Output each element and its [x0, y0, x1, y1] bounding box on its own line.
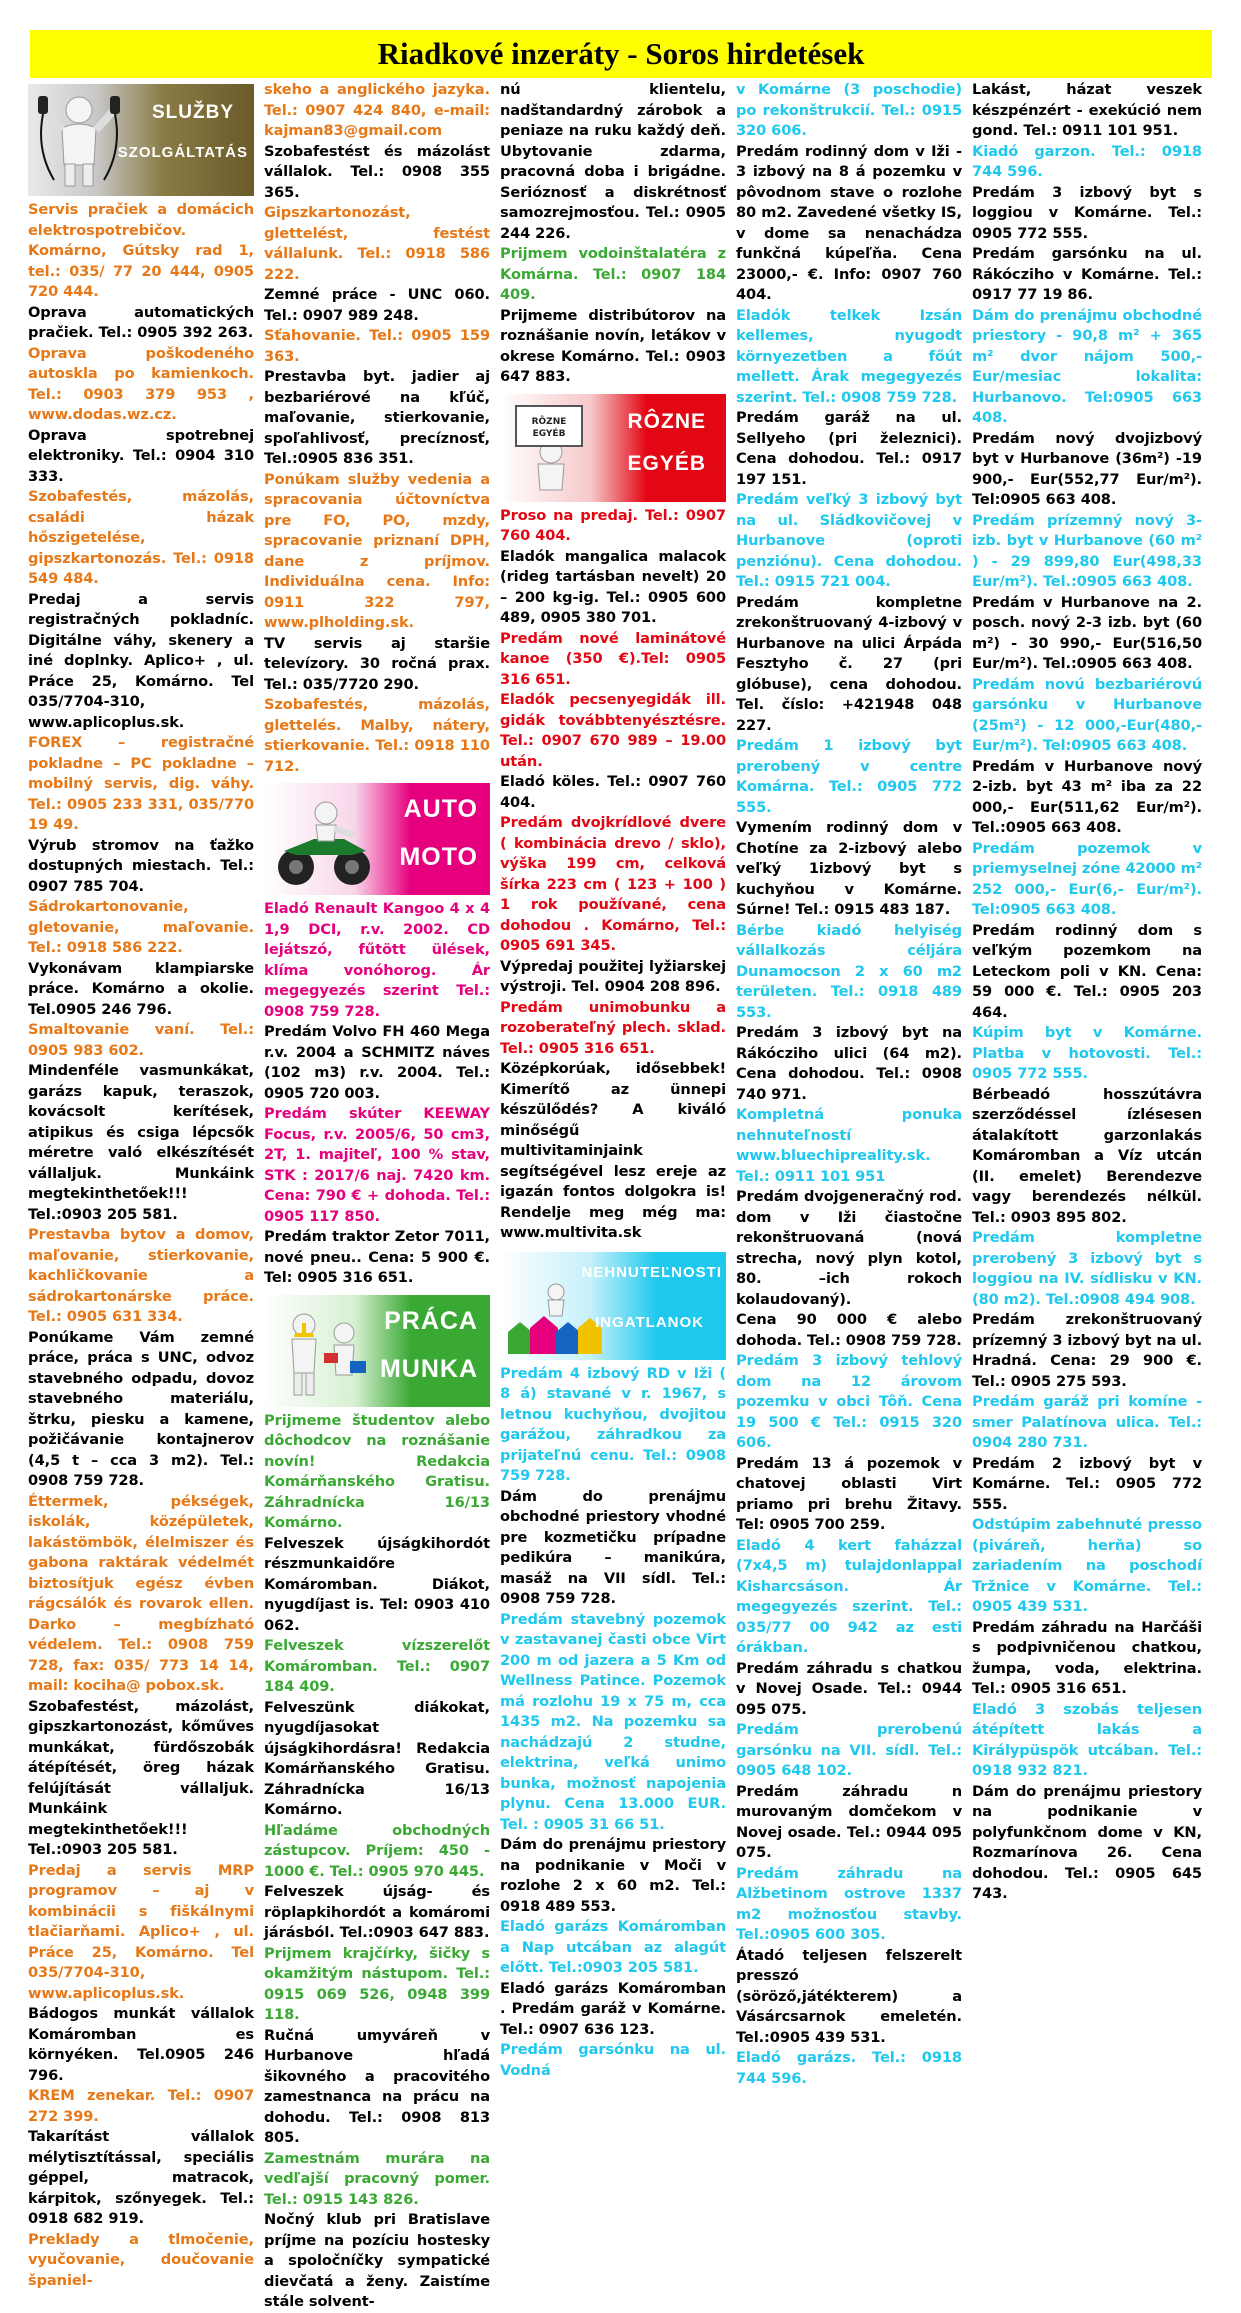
classified-ad: v Komárne (3 poschodie) po rekonštrukcií. Tel.: 0915 320 606.: [736, 81, 962, 139]
classified-ad: Kúpim byt v Komárne. Platba v hotovosti. Tel.: 0905 772 555.: [972, 1024, 1202, 1082]
classified-ad: Eladó garázs Komáromban . Predám garáž v Komárne. Tel.: 0907 636 123.: [500, 1979, 726, 2038]
classified-ad: Oprava spotrebnej elektroniky. Tel.: 0904 310 333.: [28, 426, 254, 485]
classified-ad: Predám veľký 3 izbový byt na ul. Sládkovičovej v Hurbanove (oproti penziónu). Cena dohodou. Tel.: 0915 721 004.: [736, 491, 962, 590]
column-5: [972, 80, 1203, 1902]
classified-ad: Odstúpim zabehnuté presso (piváreň, herňa) so zariadením na poschodí Tržnice v Komárne. Tel.: 0905 439 531.: [972, 1516, 1202, 1615]
classified-ad: Predám prízemný nový 3-izb. byt v Hurbanove (60 m² ) - 29 899,80 Eur(498,33 Eur/m²). Tel.:0905 663 408.: [972, 511, 1202, 590]
banner-rozne: [500, 394, 726, 502]
classified-ad: Felveszek vízszerelőt Komáromban. Tel.: 0907 184 409.: [264, 1637, 490, 1695]
classified-ad: Dám do prenájmu priestory na podnikanie v polyfunkčnom dome v KN, Rozmarínova 26. Cena dohodou. Tel.: 0905 645 743.: [972, 1782, 1202, 1902]
classified-ad: Predám garáž na ul. Sellyeho (pri železnici). Cena dohodou. Tel.: 0917 197 151.: [736, 409, 962, 488]
workers-icon: [274, 1303, 374, 1401]
banner-praca-line1: PRÁCA: [384, 1306, 478, 1335]
classified-ad: Výrub stromov na ťažko dostupných miestach. Tel.: 0907 785 704.: [28, 836, 254, 895]
person-phones-icon: [34, 90, 124, 190]
classified-ad: Prijmeme študentov alebo dôchodcov na roznášanie novín! Redakcia Komárňanského Gratisu. Záhradnícka 16/13 Komárno.: [264, 1411, 490, 1531]
classified-ad: Hľadáme obchodných zástupcov. Príjem: 450 - 1000 €. Tel.: 0905 970 445.: [264, 1821, 490, 1880]
classified-ad: Predaj a servis MRP programov – aj v kombinácii s fiškálnymi tlačiarňami. Aplico+ , ul. Práce 25, Komárno. Tel 035/7704-310, www.aplicoplus.sk.: [28, 1861, 254, 2002]
banner-nehnutelnosti: [500, 1252, 726, 1360]
classified-ad: Predám 3 izbový byt s loggiou v Komárne. Tel.: 0905 772 555.: [972, 183, 1202, 242]
classified-ad: Predám v Hurbanove na 2. posch. nový 2-3 izb. byt (60 m²) - 30 990,- Eur(516,50 Eur/m²). Tel.:0905 663 408.: [972, 593, 1202, 672]
banner-sluzby-line1: SLUŽBY: [152, 102, 234, 123]
classified-ad: Ponúkame Vám zemné práce, práca s UNC, odvoz stavebného odpadu, dovoz stavebného materiálu, štrku, piesku a kamene, požičávanie kontajnerov (4,5 t – cca 3 m2). Tel.: 0908 759 728.: [28, 1328, 254, 1489]
classified-ad: Gipszkartonozást, glettelést, festést vállalunk. Tel.: 0918 586 222.: [264, 204, 490, 283]
classified-ad: Szobafestés, mázolás, glettelés. Malby, nátery, stierkovanie. Tel.: 0918 110 712.: [264, 696, 490, 775]
page-title: Riadkové inzeráty - Soros hirdetések: [30, 30, 1212, 78]
column-1: [28, 80, 254, 2289]
classified-ad: Szobafestést, mázolást, gipszkartonozást, kőműves munkákat, fürdőszobák átépítését, öreg házak felújítását vállaljuk. Munkáink megtekinthetőek!!! Tel.:0903 205 581.: [28, 1697, 254, 1858]
classified-ad: Servis pračiek a domácich elektrospotrebičov. Komárno, Gútsky rad 1, tel.: 035/ 77 20 444, 0905 720 444.: [28, 201, 254, 300]
ads-col2c: [264, 1411, 490, 2313]
classified-ad: Predám garsónku na ul. Rákócziho v Komárne. Tel.: 0917 77 19 86.: [972, 245, 1202, 303]
classified-ad: Eladók pecsenyegidák ill. gidák továbbtenyésztésre. Tel.: 0907 670 989 – 19.00 után.: [500, 691, 726, 770]
classified-ad: Predám Volvo FH 460 Mega r.v. 2004 a SCHMITZ náves (102 m3) r.v. 2004. Tel.: 0905 720 003.: [264, 1023, 490, 1102]
classified-ad: Predám traktor Zetor 7011, nové pneu.. Cena: 5 900 €. Tel: 0905 316 651.: [264, 1228, 490, 1286]
classified-ad: Predaj a servis registračných pokladníc. Digitálne váhy, skenery a iné doplnky. Aplico+ , ul. Práce 25, Komárno. Tel 035/7704-310, www.aplicoplus.sk.: [28, 590, 254, 731]
column-3: [500, 80, 726, 2079]
person-sign-icon: [506, 400, 596, 498]
classified-ad: Výpredaj použitej lyžiarskej výstroji. Tel. 0904 208 896.: [500, 957, 726, 995]
classified-ad: Dám do prenájmu obchodné priestory - 90,8 m² + 365 m² dvor nájom 500,- Eur/mesiac lokalita: Hurbanovo. Tel:0905 663 408.: [972, 306, 1202, 426]
classified-ad: Predám v Hurbanove nový 2-izb. byt 43 m² iba za 22 000,- Eur(511,62 Eur/m²). Tel.:0905 663 408.: [972, 757, 1202, 836]
classified-ad: Predám záhradu n murovaným domčekom v Novej osade. Tel.: 0944 095 075.: [736, 1782, 962, 1861]
classified-ad: Predám kompletne prerobený 3 izbový byt s loggiou na IV. sídlisku v KN.(80 m2). Tel.:0908 494 908.: [972, 1229, 1202, 1308]
classified-ad: Kompletná ponuka nehnuteľností www.bluechipreality.sk. Tel.: 0911 101 951: [736, 1106, 962, 1185]
banner-rozne-line2: EGYÉB: [627, 451, 706, 475]
classified-ad: Oprava automatických pračiek. Tel.: 0905 392 263.: [28, 303, 254, 341]
classified-ad: Predám pozemok v priemyselnej zóne 42000 m² 252 000,- Eur(6,- Eur/m²). Tel:0905 663 408.: [972, 839, 1202, 918]
classified-ad: Zamestnám murára na vedľajší pracovný pomer. Tel.: 0915 143 826.: [264, 2149, 490, 2208]
classified-ad: Lakást, házat veszek készpénzért - exekúció nem gond. Tel.: 0911 101 951.: [972, 81, 1202, 139]
classified-ad: Predám 1 izbový byt prerobený v centre Komárna. Tel.: 0905 772 555.: [736, 737, 962, 816]
classified-ad: Eladó 3 szobás teljesen átépített lakás a Királypüspök utcában. Tel.: 0918 932 821.: [972, 1700, 1202, 1779]
houses-icon: [504, 1282, 604, 1358]
banner-auto-line2: MOTO: [399, 843, 478, 871]
classified-ad: TV servis aj staršie televízory. 30 ročná prax. Tel.: 035/7720 290.: [264, 634, 490, 693]
banner-nehnutelnosti-line1: NEHNUTEĽNOSTI: [581, 1263, 722, 1281]
classified-ad: Predám skúter KEEWAY Focus, r.v. 2005/6, 50 cm3, 2T, 1. majiteľ, 100 % stav, STK : 2017/6 naj. 7420 km. Cena: 790 € + dohoda. Tel.: 0905 117 850.: [264, 1105, 490, 1225]
classified-ad: Szobafestés, mázolás, családi házak hőszigetelése, gipszkartonozás. Tel.: 0918 549 484.: [28, 488, 254, 587]
classified-ad: nú klientelu, nadštandardný zárobok a peniaze na ruku každý deň. Ubytovanie zdarma, pracovná doba i brigádne. Serióznosť a diskrétnosť samozrejmosťou. Tel.: 0905 244 226.: [500, 81, 726, 242]
classified-ad: Zemné práce - UNC 060. Tel.: 0907 989 248.: [264, 286, 490, 324]
classified-ad: Predám garsónku na ul. Vodná: [500, 2041, 726, 2079]
classified-ad: Preklady a tlmočenie, vyučovanie, doučovanie španiel-: [28, 2230, 254, 2289]
ads-col1: [28, 200, 254, 2291]
classified-ad: skeho a anglického jazyka. Tel.: 0907 424 840, e-mail: kajman83@gmail.com: [264, 81, 490, 139]
classified-ad: Felveszünk diákokat, nyugdíjasokat újságkihordásra! Redakcia Komárňanského Gratisu. Záhradnícka 16/13 Komárno.: [264, 1698, 490, 1818]
quad-bike-icon: [274, 791, 374, 889]
ads-col3b: [500, 506, 726, 1244]
classified-ad: Eladók mangalica malacok (rideg tartásban nevelt) 20 – 200 kg-ig. Tel.: 0905 600 489, 0905 380 701.: [500, 547, 726, 626]
classified-ad: Predám záhradu na Alžbetinom ostrove 1337 m2 možnosťou stavby. Tel.:0905 600 305.: [736, 1864, 962, 1943]
ads-col5: [972, 80, 1202, 1905]
classified-ad: Predám nové laminátové kanoe (350 €).Tel: 0905 316 651.: [500, 629, 726, 688]
classified-ad: Dám do prenájmu obchodné priestory vhodné pre kozmetičku prípadne pedikúra – manikúra, masáž na VII sídl. Tel.: 0908 759 728.: [500, 1487, 726, 1607]
classified-ad: Felveszek újság- és röplapkihordót a komáromi járásból. Tel.:0903 647 883.: [264, 1883, 490, 1941]
classified-ad: Predám prerobenú garsónku na VII. sídl. Tel.: 0905 648 102.: [736, 1721, 962, 1779]
classified-ad: Vymením rodinný dom v Chotíne za 2-izbový alebo veľký 1izbový byt s kuchyňou v Komárne. Súrne! Tel.: 0915 483 187.: [736, 819, 962, 918]
classified-ad: Vykonávam klampiarske práce. Komárno a okolie. Tel.0905 246 796.: [28, 959, 254, 1018]
banner-auto: [264, 783, 490, 895]
classified-ad: Oprava poškodeného autoskla po kamienkoch. Tel.: 0903 379 953 , www.dodas.wz.cz.: [28, 344, 254, 423]
classified-ad: Predám nový dvojizbový byt v Hurbanove (36m²) -19 900,- Eur(552,77 Eur/m²). Tel:0905 663 408.: [972, 429, 1202, 508]
classified-ad: Prijmeme distribútorov na roznášanie novín, letákov v okrese Komárno. Tel.: 0903 647 883.: [500, 306, 726, 385]
banner-auto-line1: AUTO: [403, 795, 478, 823]
ads-col2a: [264, 80, 490, 777]
classified-ad: Predám zrekonštruovaný prízemný 3 izbový byt na ul. Hradná. Cena: 29 900 €. Tel.: 0905 275 593.: [972, 1311, 1203, 1390]
classified-ad: Cena 90 000 € alebo dohoda. Tel.: 0908 759 728.: [736, 1311, 962, 1349]
classified-ad: Predám záhradu na Harčáši s podpivničenou chatkou, žumpa, voda, elektrina. Tel.: 0905 316 651.: [972, 1618, 1202, 1697]
classified-ad: Nočný klub pri Bratislave príjme na pozíciu hostesky a spoločníčky sympatické dievčatá a ženy. Zaistíme stále solvent-: [264, 2211, 490, 2310]
classified-ad: Predám garáž pri komíne - smer Palatínova ulica. Tel.: 0904 280 731.: [972, 1393, 1202, 1451]
classified-ad: Proso na predaj. Tel.: 0907 760 404.: [500, 506, 726, 544]
banner-praca: [264, 1295, 490, 1407]
classified-ad: Predám kompletne zrekonštruovaný 4-izbový v Hurbanove na ulici Árpáda Fesztyho č. 27 (pri glóbuse), cena dohodou. Tel. číslo: +421948 048 227.: [736, 593, 962, 734]
classified-ad: Átadó teljesen felszerelt presszó (söröző,játékterem) a Vásárcsarnok emeletén. Tel.:0905 439 531.: [736, 1946, 962, 2046]
classified-ad: Predám 3 izbový tehlový dom na 12 árovom pozemku v obci Tôň. Cena 19 500 € Tel.: 0915 320 606.: [736, 1352, 962, 1451]
classified-ad: Felveszek újságkihordót részmunkaidőre Komáromban. Diákot, nyugdíjast is. Tel: 0903 410 062.: [264, 1534, 490, 1634]
ads-col3c: [500, 1364, 726, 2082]
classified-ad: Eladó garázs. Tel.: 0918 744 596.: [736, 2049, 962, 2087]
classified-ad: Középkorúak, idősebbek! Kimerítő az ünnepi készülődés? A kiváló minőségű multivitaminjaink segítségével lesz ereje az igazán fontos dolgokra is! Rendelje meg még ma: www.multivita.sk: [500, 1060, 726, 1241]
classified-ad: Takarítást vállalok mélytisztítással, speciális géppel, matracok, kárpitok, szőnyegek. Tel.: 0918 682 919.: [28, 2128, 254, 2227]
classified-ad: FOREX – registračné pokladne – PC pokladne – mobilný servis, dig. váhy. Tel.: 0905 233 331, 035/770 19 49.: [28, 734, 254, 833]
ads-col4: [736, 80, 962, 2089]
classified-ad: Prestavba bytov a domov, maľovanie, stierkovanie, kachličkovanie a sádrokartonárske práce. Tel.: 0905 631 334.: [28, 1226, 254, 1325]
classified-ad: Prijmem krajčírky, šičky s okamžitým nástupom. Tel.: 0915 069 526, 0948 399 118.: [264, 1944, 490, 2023]
banner-sluzby: [28, 84, 254, 196]
classified-ad: Smaltovanie vaní. Tel.: 0905 983 602.: [28, 1021, 254, 1059]
classified-ad: Predám dvojkrídlové dvere ( kombinácia drevo / sklo), výška 199 cm, celková šírka 223 cm ( 123 + 100 ) 1 rok používané, cena dohodou . Komárno, Tel.: 0905 691 345.: [500, 814, 726, 954]
column-2: [264, 80, 490, 2310]
banner-sluzby-line2: SZOLGÁLTATÁS: [117, 144, 248, 161]
classified-ad: Eladó garázs Komáromban a Nap utcában az alagút előtt. Tel.:0903 205 581.: [500, 1918, 726, 1976]
classified-ad: Kiadó garzon. Tel.: 0918 744 596.: [972, 142, 1202, 180]
classified-ad: Dám do prenájmu priestory na podnikanie v Moči v rozlohe 2 x 60 m2. Tel.: 0918 489 553.: [500, 1836, 726, 1915]
svg-text:EGYÉB: EGYÉB: [532, 428, 566, 439]
classified-ad: Bádogos munkát vállalok Komáromban es környéken. Tel.0905 246 796.: [28, 2005, 254, 2084]
classified-ad: Predám novú bezbariérovú garsónku v Hurbanove (25m²) - 12 000,-Eur(480,- Eur/m²). Tel:0905 663 408.: [972, 675, 1202, 754]
classified-ad: Sádrokartonovanie, gletovanie, maľovanie. Tel.: 0918 586 222.: [28, 898, 254, 956]
classified-ad: Predám záhradu s chatkou v Novej Osade. Tel.: 0944 095 075.: [736, 1659, 962, 1718]
classified-ad: Predám unimobunku a rozoberateľný plech. sklad. Tel.: 0905 316 651.: [500, 998, 726, 1057]
banner-rozne-line1: RÔZNE: [627, 409, 706, 433]
classified-ad: Ručná umyváreň v Hurbanove hľadá šikovného a pracovitého zamestnanca na prácu na dohodu. Tel.: 0908 813 805.: [264, 2026, 490, 2146]
classified-ad: Szobafestést és mázolást vállalok. Tel.: 0908 355 365.: [264, 142, 490, 201]
classified-ad: Prestavba byt. jadier aj bezbariérové na kľúč, maľovanie, stierkovanie, spoľahlivosť, precíznosť, Tel.:0905 836 351.: [264, 368, 490, 467]
banner-praca-line2: MUNKA: [379, 1354, 478, 1383]
ads-col2b: [264, 899, 490, 1289]
classified-ad: Sťahovanie. Tel.: 0905 159 363.: [264, 327, 490, 365]
classified-ad: Eladó Renault Kangoo 4 x 4 1,9 DCI, r.v. 2002. CD lejátszó, fűtött ülések, klíma vonóhorog. Ár megegyezés szerint Tel.: 0908 759 728.: [264, 900, 490, 1020]
ads-col3a: [500, 80, 726, 388]
classified-ad: Bérbeadó hosszútávra szerződéssel ízlésesen átalakított garzonlakás Komáromban a Víz utcán (II. emelet) Berendezve vagy berendezés nélkül. Tel.: 0903 895 802.: [972, 1085, 1202, 1226]
classified-ad: Éttermek, pékségek, iskolák, középületek, lakástömbök, élelmiszer és gabona raktárak védelmét biztosítjuk egész évben rágcsálók és rovarok ellen. Darko – megbízható védelem. Tel.: 0908 759 728, fax: 035/ 773 14 14, mail: kociha@ pobox.sk.: [28, 1492, 254, 1694]
classified-ad: Ponúkam služby vedenia a spracovania účtovníctva pre FO, PO, mzdy, spracovanie priznaní DPH, dane z príjmov. Individuálna cena. Info: 0911 322 797, www.plholding.sk.: [264, 470, 490, 631]
classified-ad: Prijmem vodoinštalatéra z Komárna. Tel.: 0907 184 409.: [500, 245, 726, 303]
classified-ad: Eladók telkek Izsán kellemes, nyugodt környezetben a főút mellett. Árak megegyezés szerint. Tel.: 0908 759 728.: [736, 306, 962, 406]
column-4: [736, 80, 962, 2087]
classified-ad: KREM zenekar. Tel.: 0907 272 399.: [28, 2087, 254, 2125]
classified-ad: Predám 2 izbový byt v Komárne. Tel.: 0905 772 555.: [972, 1454, 1202, 1513]
classified-ad: Predám 13 á pozemok v chatovej oblasti Virt priamo pri brehu Žitavy. Tel: 0905 700 259.: [736, 1454, 962, 1533]
classified-ad: Predám stavebný pozemok v zastavanej časti obce Virt 200 m od jazera a 5 Km od Wellness Patince. Pozemok má rozlohu 19 x 75 m, cca 1435 m2. Na pozemku sa nachádzajú 2 studne, elektrina, veľká unimo bunka, možnosť napojenia plynu. Cena 13.000 EUR. Tel. : 0905 31 66 51.: [500, 1610, 726, 1833]
svg-text:RÔZNE: RÔZNE: [531, 416, 567, 427]
classified-ad: Predám dvojgeneračný rod. dom v Iži čiastočne rekonštruovaná (nová strecha, nový plyn kotol, 80. –ich rokoch kolaudovaný).: [736, 1188, 962, 1308]
classified-ad: Predám rodinný dom v Iži - 3 izbový na 8 á pozemku v pôvodnom stave o rozlohe 80 m2. Zavedené všetky IS, v dome sa nenachádza funkčná kúpeľňa. Cena 23000,- €. Info: 0907 760 404.: [736, 142, 962, 303]
classified-ad: Predám 3 izbový byt na Rákócziho ulici (64 m2). Cena dohodou. Tel.: 0908 740 971.: [736, 1024, 962, 1103]
banner-nehnutelnosti-line2: INGATLANOK: [595, 1313, 704, 1331]
classified-ad: Mindenféle vasmunkákat, garázs kapuk, teraszok, kovácsolt kerítések, atipikus és csiga lépcsők méretre való elkészítését vállaljuk. Munkáink megtekinthetőek!!! Tel.:0903 205 581.: [28, 1062, 254, 1223]
classified-ad: Predám rodinný dom s veľkým pozemkom na Leteckom poli v KN. Cena: 59 000 €. Tel.: 0905 203 464.: [972, 921, 1202, 1021]
classified-ad: Eladó köles. Tel.: 0907 760 404.: [500, 773, 726, 811]
classified-ad: Predám 4 izbový RD v Iži ( 8 á) stavané v r. 1967, s letnou kuchyňou, dvojitou garážou, záhradkou za prijateľnú cenu. Tel.: 0908 759 728.: [500, 1364, 726, 1484]
classified-ad: Eladó 4 kert faházzal (7x4,5 m) tulajdonlappal Kisharcsáson. Ár megegyezés szerint. Tel.: 035/77 00 942 az esti órákban.: [736, 1536, 962, 1656]
classified-ad: Bérbe kiadó helyiség vállalkozás céljára Dunamocson 2 x 60 m2 területen. Tel.: 0918 489 553.: [736, 921, 962, 1021]
